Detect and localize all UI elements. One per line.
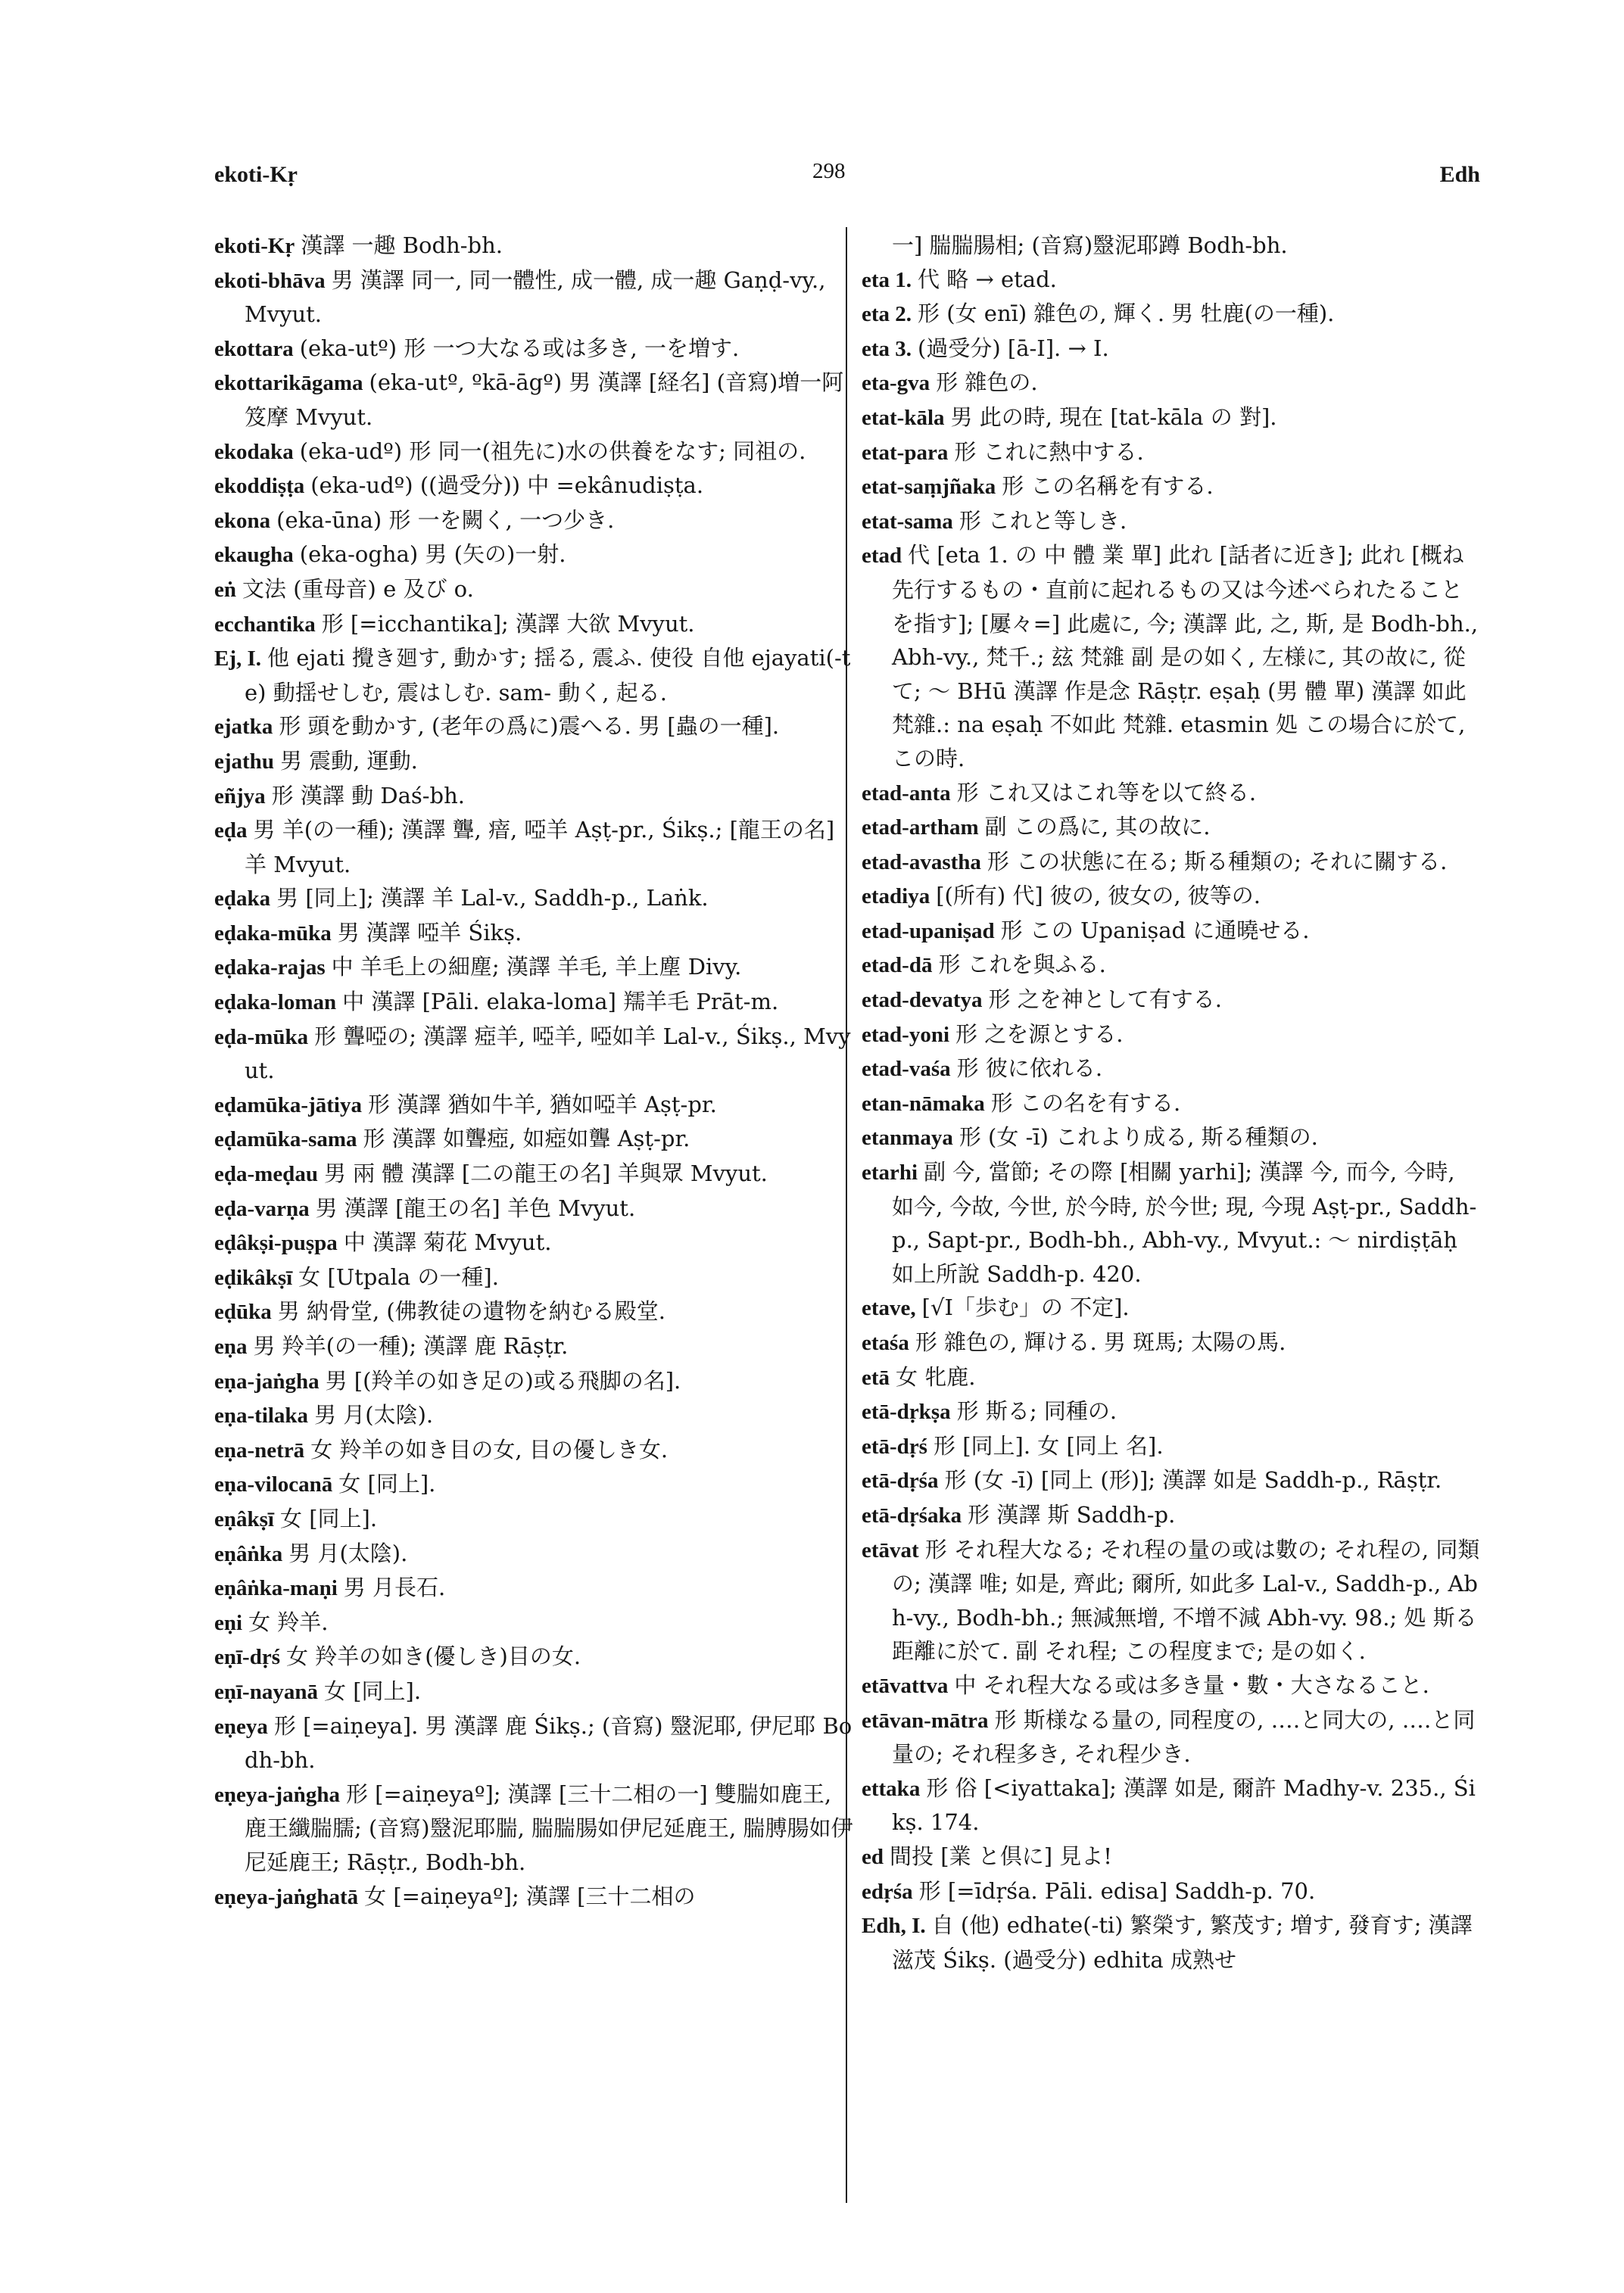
entry-definition: 女 [=aiṇeyaº]; 漢譯 [三十二相の bbox=[364, 1883, 696, 1909]
dictionary-entry bbox=[214, 950, 854, 985]
dictionary-entry bbox=[214, 1537, 854, 1572]
dictionary-entry bbox=[862, 1086, 1480, 1121]
entry-definition: (eka-udº) 形 同一(祖先に)水の供養をなす; 同祖の. bbox=[299, 438, 806, 464]
right-column bbox=[862, 229, 1480, 1977]
entry-definition: 女 羚羊の如き(優しき)目の女. bbox=[286, 1643, 581, 1670]
entry-headword: etarhi bbox=[862, 1161, 918, 1185]
dictionary-entry bbox=[214, 1329, 854, 1364]
entry-headword: eṇâkṣī bbox=[214, 1506, 274, 1531]
dictionary-entry bbox=[862, 1326, 1480, 1360]
dictionary-entry bbox=[214, 1157, 854, 1192]
entry-definition: 一] 腨腨腸相; (音寫)毉泥耶蹲 Bodh-bh. bbox=[892, 232, 1288, 258]
dictionary-entry bbox=[214, 1606, 854, 1640]
entry-headword: etā-dṛśaka bbox=[862, 1503, 962, 1528]
entry-definition: 中 それ程大なる或は多き量・數・大さなること. bbox=[954, 1671, 1429, 1698]
entry-headword: ekona bbox=[214, 508, 271, 533]
dictionary-entry bbox=[214, 1226, 854, 1260]
dictionary-entry bbox=[214, 1122, 854, 1157]
entry-headword: ejathu bbox=[214, 749, 274, 774]
entry-headword: etad-artham bbox=[862, 815, 979, 840]
entry-headword: etāvat bbox=[862, 1537, 919, 1562]
dictionary-entry bbox=[214, 435, 854, 469]
entry-headword: etāvattva bbox=[862, 1673, 949, 1698]
entry-definition: 男 震動, 運動. bbox=[279, 747, 418, 774]
entry-headword: eḍūka bbox=[214, 1300, 272, 1325]
entry-headword: eḍâkṣi-puṣpa bbox=[214, 1231, 338, 1256]
dictionary-entry bbox=[862, 1703, 1480, 1771]
entry-headword: ekottarikāgama bbox=[214, 371, 363, 396]
dictionary-entry bbox=[214, 813, 854, 881]
entry-headword: ettaka bbox=[862, 1776, 921, 1801]
entry-definition: 男 此の時, 現在 [tat-kāla の 對]. bbox=[950, 403, 1277, 430]
entry-definition: 男 納骨堂, (佛教徒の遺物を納むる殿堂. bbox=[277, 1298, 665, 1325]
entry-headword: etad-avastha bbox=[862, 849, 981, 874]
dictionary-entry bbox=[214, 1709, 854, 1777]
entry-headword: eṇâṅka bbox=[214, 1541, 283, 1566]
entry-headword: etad bbox=[862, 544, 902, 569]
entry-definition: 中 羊毛上の細塵; 漢譯 羊毛, 羊上塵 Divy. bbox=[331, 954, 742, 980]
entry-headword: etāvan-mātra bbox=[862, 1708, 989, 1733]
dictionary-entry bbox=[214, 1294, 854, 1329]
dictionary-entry bbox=[214, 1433, 854, 1468]
dictionary-entry bbox=[214, 1398, 854, 1433]
entry-definition: 形 (女 -ī) これより成る, 斯る種類の. bbox=[959, 1124, 1318, 1151]
entry-definition: 形 彼に依れる. bbox=[956, 1055, 1103, 1082]
entry-headword: etat-saṃjñaka bbox=[862, 475, 996, 500]
entry-headword: etā-dṛkṣa bbox=[862, 1400, 951, 1425]
entry-definition: 代 略 → etad. bbox=[918, 266, 1057, 292]
dictionary-entry bbox=[862, 1429, 1480, 1464]
entry-definition: 形 この Upaniṣad に通曉せる. bbox=[1000, 917, 1310, 943]
dictionary-entry bbox=[214, 744, 854, 779]
dictionary-entry bbox=[214, 229, 854, 263]
entry-definition: 形 これに熱中する. bbox=[954, 438, 1144, 465]
dictionary-entry bbox=[862, 1533, 1480, 1668]
entry-headword: eṅ bbox=[214, 577, 236, 602]
entry-definition: 形 (女 enī) 雜色の, 輝く. 男 牡鹿(の一種). bbox=[918, 301, 1335, 327]
entry-headword: eḍa-varṇa bbox=[214, 1196, 310, 1221]
left-column bbox=[214, 229, 854, 1914]
entry-headword: eta 1. bbox=[862, 267, 912, 292]
entry-headword: etad-vaśa bbox=[862, 1057, 951, 1082]
running-head-right: Edh bbox=[1439, 162, 1480, 187]
entry-headword: Edh, I. bbox=[862, 1914, 926, 1939]
entry-headword: etā bbox=[862, 1365, 890, 1390]
dictionary-entry bbox=[214, 366, 854, 434]
entry-definition: 形 漢譯 斯 Saddh-p. bbox=[968, 1501, 1176, 1528]
entry-headword: ekoti-Kṛ bbox=[214, 234, 295, 258]
entry-headword: eḍaka-mūka bbox=[214, 921, 332, 946]
entry-definition: 男 [同上]; 漢譯 羊 Lal-v., Saddh-p., Laṅk. bbox=[276, 885, 709, 911]
entry-definition: 形 聾啞の; 漢譯 瘂羊, 啞羊, 啞如羊 Lal-v., Śikṣ., Mvyut. bbox=[245, 1023, 851, 1084]
entry-definition: 男 [(羚羊の如き足の)或る飛脚の名]. bbox=[325, 1367, 681, 1394]
entry-definition: 副 今, 當節; その際 [相關 yarhi]; 漢譯 今, 而今, 今時, 如今, 今故, 今世, 於今時, 於今世; 現, 今現 Aṣṭ-pr., Saddh-p., Sapt-pr., Bodh-bh., Abh-vy., Mvyut.: ～ nirdiṣṭāḥ 如上所說 Saddh-p. 420. bbox=[892, 1159, 1477, 1287]
entry-definition: 間投 [業 と倶に] 見よ! bbox=[890, 1843, 1112, 1869]
dictionary-entry bbox=[214, 503, 854, 538]
entry-headword: etat-sama bbox=[862, 509, 953, 534]
entry-headword: eḍaka-rajas bbox=[214, 955, 326, 980]
entry-definition: 男 月長石. bbox=[343, 1575, 446, 1601]
entry-definition: 形 この状態に在る; 斯る種類の; それに關する. bbox=[987, 848, 1448, 874]
dictionary-entry bbox=[214, 1192, 854, 1226]
dictionary-entry bbox=[862, 1291, 1480, 1326]
entry-definition: 形 之を神として有する. bbox=[988, 986, 1222, 1013]
dictionary-entry bbox=[862, 332, 1480, 366]
entry-headword: etat-kāla bbox=[862, 405, 945, 430]
entry-headword: eḍikâkṣī bbox=[214, 1265, 293, 1290]
dictionary-entry bbox=[214, 641, 854, 709]
entry-definition: (eka-utº) 形 一つ大なる或は多き, 一を増す. bbox=[299, 335, 740, 361]
page-header bbox=[214, 159, 1480, 192]
dictionary-entry bbox=[214, 1777, 854, 1880]
entry-definition: 形 雜色の. bbox=[936, 369, 1038, 396]
dictionary-entry bbox=[214, 469, 854, 503]
entry-definition: 他 ejati 攪き廻す, 動かす; 揺る, 震ふ. 使役 自他 ejayati(-te) 動揺せしむ, 震はしむ. sam- 動く, 起る. bbox=[245, 645, 851, 706]
entry-headword: eḍa-mūka bbox=[214, 1024, 309, 1049]
dictionary-entry bbox=[862, 297, 1480, 332]
entry-headword: ekodaka bbox=[214, 439, 294, 464]
entry-headword: eṇeya bbox=[214, 1714, 268, 1739]
entry-headword: Ej, I. bbox=[214, 646, 262, 671]
dictionary-entry bbox=[862, 845, 1480, 880]
entry-headword: etave, bbox=[862, 1296, 916, 1321]
entry-headword: etad-yoni bbox=[862, 1022, 949, 1047]
page-number: 298 bbox=[812, 159, 846, 183]
dictionary-entry bbox=[214, 1260, 854, 1295]
running-head-left: ekoti-Kṛ bbox=[214, 162, 298, 187]
dictionary-entry bbox=[862, 263, 1480, 298]
entry-definition: 形 漢譯 如聾瘂, 如瘂如聾 Aṣṭ-pr. bbox=[363, 1126, 690, 1152]
entry-definition: 形 斯様なる量の, 同程度の, ‥‥と同大の, ‥‥と同量の; それ程多き, それ程少き. bbox=[892, 1706, 1476, 1768]
dictionary-entry bbox=[862, 1120, 1480, 1155]
dictionary-entry bbox=[862, 948, 1480, 983]
entry-headword: eṇī-dṛś bbox=[214, 1645, 280, 1670]
entry-definition: 形 漢譯 猶如牛羊, 猶如啞羊 Aṣṭ-pr. bbox=[367, 1091, 717, 1117]
entry-definition: 形 [=icchantika]; 漢譯 大欲 Mvyut. bbox=[321, 610, 695, 637]
entry-definition: 形 それ程大なる; それ程の量の或は數の; それ程の, 同類の; 漢譯 唯; 如是, 齊此; 爾所, 如此多 Lal-v., Saddh-p., Abh-vy., Bodh-bh.; 無減無增, 不增不減 Abh-vy. 98.; 処 斯る距離に於て. 副 それ程; この程度まで; 是の如く. bbox=[892, 1536, 1480, 1665]
entry-headword: eṇâṅka-maṇi bbox=[214, 1576, 338, 1601]
dictionary-entry bbox=[862, 1155, 1480, 1291]
entry-definition: 女 羚羊の如き目の女, 目の優しき女. bbox=[310, 1436, 669, 1463]
dictionary-entry bbox=[862, 435, 1480, 470]
entry-headword: eṇa-jaṅgha bbox=[214, 1369, 320, 1394]
dictionary-entry bbox=[862, 538, 1480, 775]
entry-definition: 形 頭を動かす, (老年の爲に)震へる. 男 [蟲の一種]. bbox=[279, 713, 780, 740]
entry-headword: etā-dṛśa bbox=[862, 1469, 939, 1494]
entry-headword: ekottara bbox=[214, 336, 294, 361]
entry-definition: 形 [同上]. 女 [同上 名]. bbox=[933, 1432, 1164, 1459]
entry-headword: etan-nāmaka bbox=[862, 1091, 985, 1116]
dictionary-entry bbox=[214, 779, 854, 814]
entry-headword: eta 3. bbox=[862, 336, 912, 361]
entry-definition: 形 (女 -ī) [同上 (形)]; 漢譯 如是 Saddh-p., Rāṣṭr. bbox=[944, 1467, 1442, 1494]
entry-definition: 女 [同上]. bbox=[323, 1678, 422, 1704]
entry-headword: eṇeya-jaṅghatā bbox=[214, 1884, 359, 1909]
dictionary-entry bbox=[862, 1051, 1480, 1086]
dictionary-entry bbox=[862, 914, 1480, 949]
dictionary-entry bbox=[862, 469, 1480, 504]
entry-definition: 男 兩 體 漢譯 [二の龍王の名] 羊與眾 Mvyut. bbox=[323, 1161, 768, 1187]
dictionary-entry bbox=[862, 366, 1480, 400]
dictionary-entry bbox=[862, 1360, 1480, 1395]
entry-headword: ejatka bbox=[214, 715, 273, 740]
entry-headword: eḍaka bbox=[214, 886, 271, 911]
dictionary-entry bbox=[862, 1908, 1480, 1977]
entry-headword: eḍamūka-jātiya bbox=[214, 1092, 362, 1117]
dictionary-entry bbox=[214, 537, 854, 572]
entry-headword: eta-gva bbox=[862, 371, 930, 396]
dictionary-entry bbox=[214, 1020, 854, 1088]
entry-definition: 男 漢譯 啞羊 Śikṣ. bbox=[337, 919, 522, 946]
dictionary-entry bbox=[862, 776, 1480, 811]
dictionary-entry bbox=[214, 881, 854, 916]
dictionary-entry bbox=[862, 810, 1480, 845]
entry-definition: 男 羊(の一種); 漢譯 聾, 瘖, 啞羊 Aṣṭ-pr., Śikṣ.; [龍王の名] 羊 Mvyut. bbox=[245, 817, 835, 877]
entry-definition: 女 [同上]. bbox=[338, 1471, 436, 1497]
entry-headword: eṇa bbox=[214, 1335, 248, 1359]
entry-headword: eṇī-nayanā bbox=[214, 1679, 318, 1704]
dictionary-entry bbox=[862, 1668, 1480, 1703]
entry-definition: 副 この爲に, 其の故に. bbox=[984, 814, 1211, 840]
entry-headword: ekaugha bbox=[214, 543, 294, 568]
entry-definition: 文法 (重母音) e 及び o. bbox=[242, 575, 474, 602]
entry-definition: 形 俗 [<iyattaka]; 漢譯 如是, 爾許 Madhy-v. 235., Śikṣ. 174. bbox=[892, 1774, 1476, 1836]
entry-definition: 女 牝鹿. bbox=[896, 1363, 976, 1390]
dictionary-entry bbox=[214, 985, 854, 1020]
dictionary-entry bbox=[862, 1463, 1480, 1498]
entry-headword: edṛśa bbox=[862, 1879, 913, 1904]
entry-headword: eḍamūka-sama bbox=[214, 1127, 357, 1152]
entry-definition: 中 漢譯 菊花 Mvyut. bbox=[343, 1229, 552, 1256]
entry-definition: 女 羚羊. bbox=[248, 1609, 329, 1635]
entry-headword: eḍa bbox=[214, 818, 248, 843]
dictionary-entry bbox=[862, 1394, 1480, 1429]
entry-definition: 形 雜色の, 輝ける. 男 斑馬; 太陽の馬. bbox=[915, 1329, 1286, 1355]
entry-definition: 漢譯 一趣 Bodh-bh. bbox=[301, 232, 503, 258]
entry-definition: 中 漢譯 [Pāli. elaka-loma] 羺羊毛 Prāt-m. bbox=[342, 989, 779, 1015]
dictionary-entry bbox=[214, 1364, 854, 1399]
dictionary-entry bbox=[214, 709, 854, 744]
entry-definition: 形 漢譯 動 Daś-bh. bbox=[271, 782, 466, 808]
entry-definition: 形 斯る; 同種の. bbox=[956, 1398, 1117, 1425]
dictionary-entry bbox=[214, 263, 854, 332]
entry-definition: (eka-utº, ºkā-āgº) 男 漢譯 [経名] (音寫)増一阿笈摩 Mvyut. bbox=[245, 369, 844, 430]
dictionary-entry bbox=[214, 1675, 854, 1709]
dictionary-entry bbox=[862, 1840, 1480, 1874]
entry-headword: ekoti-bhāva bbox=[214, 268, 326, 293]
entry-definition: 女 [Utpala の一種]. bbox=[298, 1263, 499, 1290]
dictionary-entry bbox=[214, 607, 854, 642]
entry-definition: 形 この名稱を有する. bbox=[1002, 473, 1214, 500]
entry-headword: ekoddiṣṭa bbox=[214, 474, 305, 499]
entry-headword: eta 2. bbox=[862, 302, 912, 327]
dictionary-entry bbox=[862, 400, 1480, 435]
entry-definition: 形 これを與ふる. bbox=[938, 952, 1106, 978]
entry-definition: 形 これと等しき. bbox=[959, 507, 1127, 534]
entry-definition: (eka-ogha) 男 (矢の)一射. bbox=[299, 541, 566, 568]
entry-headword: eṇa-vilocanā bbox=[214, 1472, 333, 1497]
entry-definition: 形 [=aiṇeyaº]; 漢譯 [三十二相の一] 雙腨如鹿王, 鹿王纖腨臑; (音寫)毉泥耶腨, 腨腨腸如伊尼延鹿王, 腨膊腸如伊尼延鹿王; Rāṣṭr., Bodh-bh. bbox=[245, 1781, 853, 1875]
entry-headword: etat-para bbox=[862, 440, 949, 465]
dictionary-entry bbox=[214, 1088, 854, 1123]
entry-definition: [(所有) 代] 彼の, 彼女の, 彼等の. bbox=[936, 883, 1261, 909]
entry-definition: 男 漢譯 [龍王の名] 羊色 Mvyut. bbox=[315, 1195, 636, 1221]
entry-definition: (eka-ūna) 形 一を闕く, 一つ少き. bbox=[276, 506, 615, 533]
dictionary-entry bbox=[214, 1502, 854, 1537]
entry-headword: eṇeya-jaṅgha bbox=[214, 1782, 340, 1807]
entry-definition: 女 [同上]. bbox=[279, 1505, 378, 1531]
dictionary-entry bbox=[862, 983, 1480, 1017]
dictionary-entry bbox=[862, 504, 1480, 539]
dictionary-entry bbox=[214, 916, 854, 951]
entry-definition: 形 [=īdṛśa. Pāli. edisa] Saddh-p. 70. bbox=[918, 1877, 1316, 1904]
entry-definition: 代 [eta 1. の 中 體 業 單] 此れ [話者に近き]; 此れ [概ね先行するもの・直前に起れるもの又は今述べられたることを指す]; [屢々=] 此處に, 今; 漢譯 此, 之, 斯, 是 Bodh-bh., Abh-vy., 梵千.; 玆 梵雜 副 是の如く, 左様に, 其の故に, 從て; ～ BHū 漢譯 作是念 Rāṣṭr. eṣaḥ (男 體 單) 漢譯 如此 梵雜.: na eṣaḥ 不如此 梵雜. etasmin 処 この場合に於て, この時. bbox=[892, 542, 1479, 771]
entry-headword: eṇi bbox=[214, 1610, 243, 1635]
entry-headword: etanmaya bbox=[862, 1126, 953, 1151]
entry-headword: eṇa-tilaka bbox=[214, 1404, 309, 1428]
entry-definition: [√I「歩む」の 不定]. bbox=[921, 1294, 1130, 1321]
dictionary-entry bbox=[214, 1640, 854, 1675]
entry-definition: 自 (他) edhate(-ti) 繁榮す, 繁茂す; 増す, 發育す; 漢譯 滋茂 Śikṣ. (過受分) edhita 成熟せ bbox=[892, 1912, 1473, 1973]
entry-headword: etā-dṛś bbox=[862, 1434, 927, 1459]
dictionary-entry bbox=[862, 879, 1480, 914]
entry-headword: etad-anta bbox=[862, 780, 951, 805]
entry-headword: eñjya bbox=[214, 784, 266, 808]
dictionary-entry bbox=[214, 572, 854, 607]
entry-definition: (過受分) [ā-I]. → I. bbox=[918, 335, 1109, 361]
entry-definition: 形 この名を有する. bbox=[990, 1089, 1181, 1116]
dictionary-entry bbox=[214, 1467, 854, 1502]
entry-definition: 男 羚羊(の一種); 漢譯 鹿 Rāṣṭr. bbox=[253, 1333, 569, 1359]
entry-definition: 形 之を源とする. bbox=[955, 1020, 1124, 1047]
entry-definition: 男 月(太陰). bbox=[288, 1540, 408, 1566]
dictionary-entry bbox=[862, 1874, 1480, 1909]
dictionary-entry bbox=[214, 1880, 854, 1914]
entry-headword: ed bbox=[862, 1844, 884, 1869]
dictionary-entry bbox=[862, 1498, 1480, 1533]
dictionary-entry bbox=[862, 229, 1480, 263]
dictionary-entry bbox=[214, 1571, 854, 1606]
entry-headword: ecchantika bbox=[214, 612, 316, 637]
dictionary-entry bbox=[862, 1771, 1480, 1840]
entry-definition: 形 これ又はこれ等を以て終る. bbox=[956, 779, 1257, 805]
entry-headword: eḍa-meḍau bbox=[214, 1162, 318, 1187]
dictionary-entry bbox=[862, 1017, 1480, 1052]
dictionary-entry bbox=[214, 332, 854, 366]
entry-headword: etad-dā bbox=[862, 953, 933, 978]
entry-definition: (eka-udº) ((過受分)) 中 =ekânudiṣṭa. bbox=[310, 472, 704, 499]
entry-definition: 男 月(太陰). bbox=[314, 1402, 434, 1428]
entry-headword: eṇa-netrā bbox=[214, 1438, 305, 1463]
entry-definition: 形 [=aiṇeya]. 男 漢譯 鹿 Śikṣ.; (音寫) 毉泥耶, 伊尼耶 Bodh-bh. bbox=[245, 1712, 853, 1774]
entry-headword: etad-upaniṣad bbox=[862, 918, 995, 943]
entry-headword: etaśa bbox=[862, 1331, 909, 1355]
entry-headword: eḍaka-loman bbox=[214, 990, 337, 1015]
entry-headword: etad-devatya bbox=[862, 988, 983, 1013]
entry-definition: 男 漢譯 同一, 同一體性, 成一體, 成一趣 Gaṇḍ-vy., Mvyut. bbox=[245, 266, 826, 328]
entry-headword: etadiya bbox=[862, 884, 930, 909]
